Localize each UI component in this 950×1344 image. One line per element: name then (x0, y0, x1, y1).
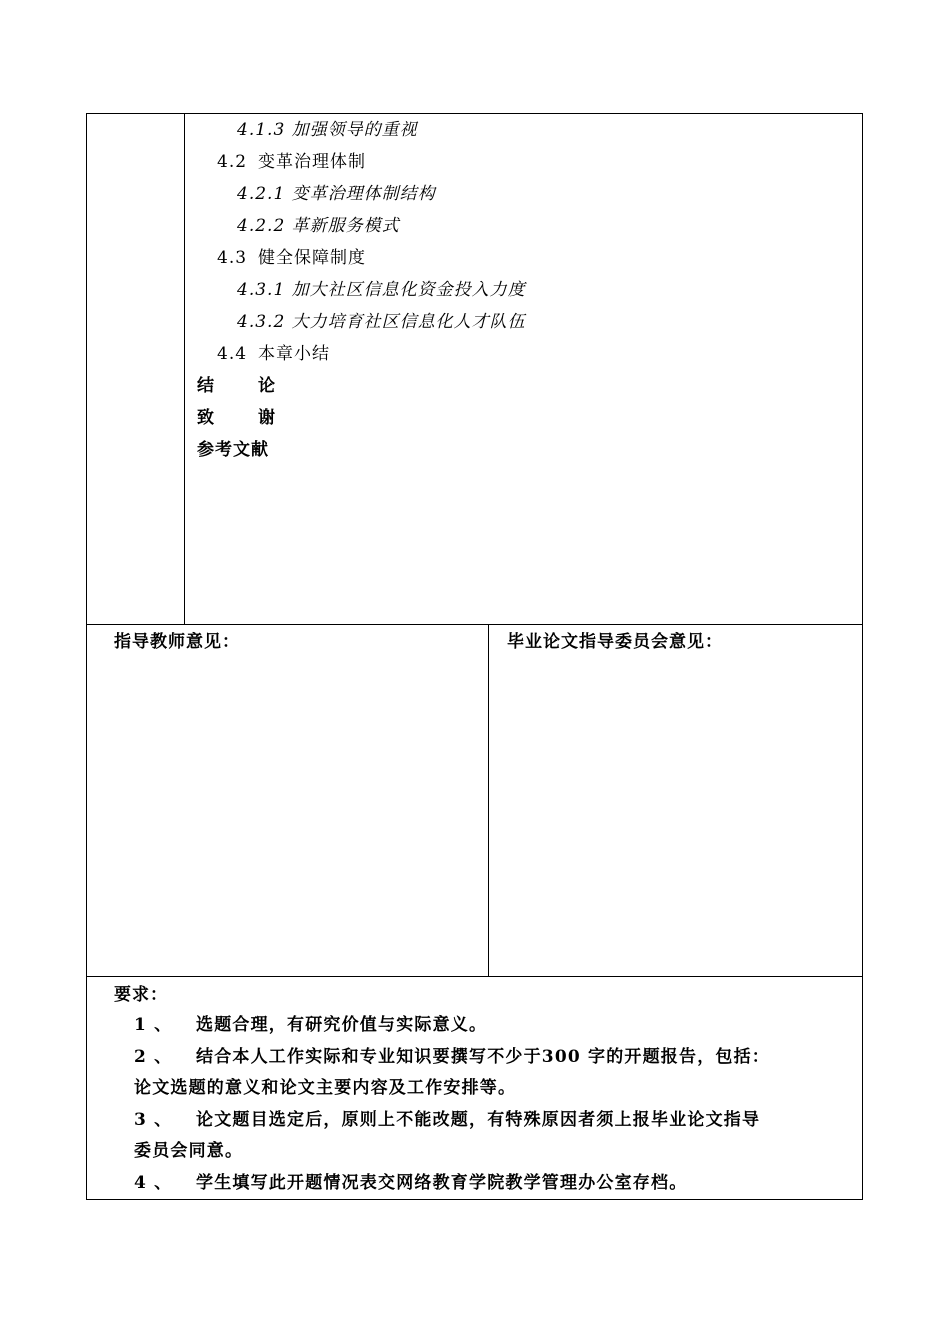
toc-item-4-3-title: 健全保障制度 (258, 248, 366, 268)
toc-item-4-4-title: 本章小结 (258, 344, 330, 364)
requirement-item-3-continuation: 委员会同意。 (134, 1141, 244, 1161)
requirement-item-3 (134, 1105, 859, 1136)
requirement-text: 结合本人工作实际和专业知识要撰写不少于300 字的开题报告，包括： (196, 1047, 771, 1067)
toc-thanks-char-1: 致 (197, 408, 215, 428)
opinions-bottom-border (86, 976, 863, 977)
requirement-item-1 (134, 1010, 859, 1041)
requirement-number: 2 、 (134, 1047, 173, 1067)
requirement-number: 1 、 (134, 1015, 173, 1035)
toc-item-4-2-number: 4.2 (217, 152, 248, 172)
toc-references: 参考文献 (197, 440, 269, 460)
requirement-text: 论文题目选定后，原则上不能改题，有特殊原因者须上报毕业论文指导 (196, 1110, 761, 1130)
requirement-item-4 (134, 1168, 859, 1199)
toc-conclusion-char-2: 论 (258, 376, 276, 396)
toc-item-4-4-number: 4.4 (217, 344, 248, 364)
toc-item-4-3-1: 4.3.1 加大社区信息化资金投入力度 (237, 280, 526, 300)
opinions-column-divider (488, 624, 489, 977)
requirement-number: 3 、 (134, 1110, 173, 1130)
requirement-number: 4 、 (134, 1173, 173, 1193)
toc-item-4-1-3: 4.1.3 加强领导的重视 (237, 120, 418, 140)
requirements-heading: 要求： (114, 985, 168, 1005)
toc-thanks-char-2: 谢 (258, 408, 276, 428)
toc-item-4-2-2: 4.2.2 革新服务模式 (237, 216, 400, 236)
advisor-opinion-label: 指导教师意见： (114, 632, 240, 652)
toc-item-4-3-2: 4.3.2 大力培育社区信息化人才队伍 (237, 312, 526, 332)
toc-bottom-border (86, 624, 863, 625)
requirement-item-2 (134, 1042, 859, 1073)
requirement-text: 学生填写此开题情况表交网络教育学院教学管理办公室存档。 (196, 1173, 688, 1193)
committee-opinion-label: 毕业论文指导委员会意见： (507, 632, 723, 652)
requirement-text: 选题合理，有研究价值与实际意义。 (196, 1015, 488, 1035)
requirement-item-2-continuation: 论文选题的意义和论文主要内容及工作安排等。 (134, 1078, 517, 1098)
toc-item-4-3-number: 4.3 (217, 248, 248, 268)
toc-item-4-2-1: 4.2.1 变革治理体制结构 (237, 184, 436, 204)
toc-item-4-2-title: 变革治理体制 (258, 152, 366, 172)
toc-column-divider (184, 113, 185, 625)
toc-conclusion-char-1: 结 (197, 376, 215, 396)
